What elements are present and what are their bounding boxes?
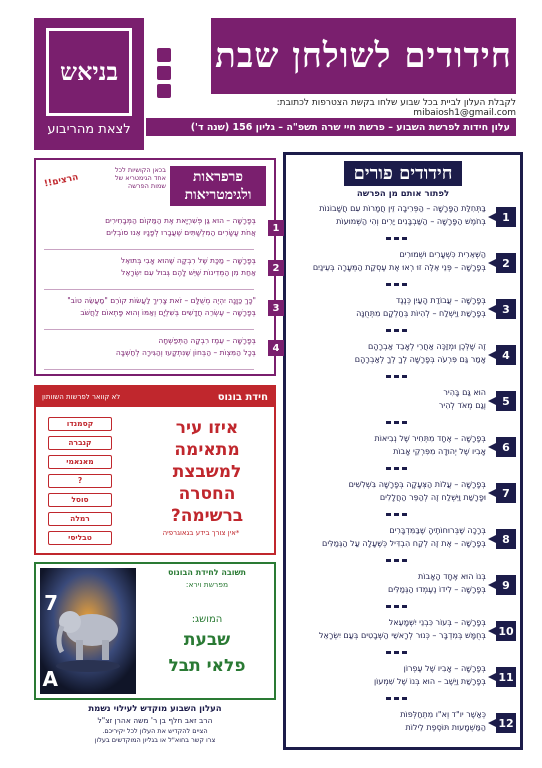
riddle-separator	[386, 421, 408, 424]
riddles-panel	[283, 152, 523, 750]
riddle-line-2: וּפָרָשַׁת וַיִּשְׁלַח זֶה לְהַפֵּר הַחֲלָלִים	[379, 493, 486, 502]
riddle-line-1: כְּאַשֶׁר יו"ד וְא"ו מִתְחַלְּפוֹת	[400, 710, 486, 719]
riddle-line-2: בְּפָרָשָׁה – אֶת זֶה לְקַח הִבְדִּיל כְּשֶׁעָלָה עַל הַגְּמַלִּים	[322, 539, 486, 548]
riddle-number: 10	[496, 621, 516, 641]
riddle-line-2: אָמַר גַּם פִּרְעֹה בְּפָרָשָׁה לְךָ לְךָ לְאַבְרָהָם	[354, 355, 486, 364]
paraflot-item	[40, 294, 280, 330]
paraflot-item	[40, 214, 280, 250]
riddle-line-2: בְּפָרָשַׁת וַיִּשְׁלַח – לְהִיוֹת בְּחַלְקָם מִתְּחֻנָּה	[356, 309, 486, 318]
bonus-question: איזו עיר מתאימה למשבצת החסרה ברשימה?	[170, 418, 244, 526]
logo	[34, 18, 144, 150]
riddle-number: 11	[496, 667, 516, 687]
riddle-separator	[386, 605, 408, 608]
dedication-line-3: הציים להקדיש את העלון לכל יקיריכם.	[102, 727, 208, 735]
riddle-item	[286, 705, 520, 745]
header	[34, 18, 516, 150]
riddle-item	[286, 613, 520, 653]
riddle-line-1: בְּפָרָשָׁה – אָבִיו שֶׁל עֶפְרוֹן	[403, 664, 486, 673]
paraflot-rule	[44, 369, 254, 370]
paraflot-number: 3	[268, 300, 284, 316]
paraflot-panel	[34, 158, 280, 376]
answer-title: תשובה לחידת הבונוס	[167, 568, 246, 577]
riddle-item	[286, 245, 520, 285]
paraflot-line-1: בְּפָרָשָׁה – מַכָּת שֶׁל רִבְקָה שֶׁהוּא אָבִי בְּתוּאֵל	[120, 256, 256, 265]
paraflot-title: פרפראות ולגימטריאות	[170, 166, 266, 206]
riddle-separator	[386, 375, 408, 378]
city-item: רמלה	[48, 512, 112, 526]
answer-image-digit: 7	[44, 591, 58, 615]
riddle-number: 1	[496, 207, 516, 227]
riddle-item	[286, 567, 520, 607]
riddle-separator	[386, 559, 408, 562]
bonus-note: לא קוואר לפרשות השוותון	[42, 393, 121, 401]
riddle-line-1: בְּפָרָשָׁה – אֶחָד מִתְּחִיר שֶׁל נְבִיאוֹת	[374, 434, 486, 443]
city-item: טבליסי	[48, 531, 112, 545]
riddle-separator	[386, 697, 408, 700]
riddles-title: חידודים פורים	[344, 161, 463, 186]
riddle-number: 8	[496, 529, 516, 549]
riddle-line-2: הַמַּשְׁמָעוּת תּוֹסֶפֶת לֵילוֹת	[405, 723, 486, 732]
paraflot-rule	[44, 329, 254, 330]
bonus-header	[36, 387, 274, 407]
dedication-line-4: צרו קשר בחוא"ל או בגליון המוקדשים בעלון	[94, 736, 216, 744]
riddle-number: 3	[496, 299, 516, 319]
riddle-line-1: הַשְּׁאֵרִית כִּשְׁעָרִים וּשְׁמוּרִים	[399, 250, 486, 259]
city-item: מאנאמי	[48, 455, 112, 469]
paraflot-item	[40, 334, 280, 370]
answer-label: המושג:	[191, 614, 223, 625]
riddle-line-2: בְּפָרָשַׁת וַיֵּשֶׁב – הוּא בְּנוֹ שֶׁל שִׁמְעוֹן	[373, 677, 486, 686]
paraflot-line-2: בְּפָרָשָׁה – עֶשְׂרֵה חֲדָשִׁים בְּשִׁלְיָם וְאַמּוֹ וְהוּא פָּתְאוֹם לַחֲשֹׁב	[80, 308, 256, 317]
riddle-line-1: בְּפָרָשָׁה – בְּעוֹר כִּבְנֵי יִשְׁמָעֵאל	[388, 618, 486, 627]
bonus-footnote: *אין צורך בידע בגאוגרפיה	[162, 529, 240, 537]
riddle-line-2: בְּפָרָשָׁה – לִידוֹ נֶעֶמְדוּ הַגְּמַלִּים	[388, 585, 486, 594]
riddle-item	[286, 291, 520, 331]
riddle-line-1: זֶה שֶׁלְּכֶן וּמְזַכֶּה אַחֲרֵי לְאָבֵד אַבְרָהָם	[368, 342, 486, 351]
paraflot-rule	[44, 289, 254, 290]
paraflot-line-1: "כָּךְ כַּוָּנָה יִהְיֶה מְשֻׁלָּם – זֹאת צָרִיךְ לַעֲשׂוֹת קוֹרֵם "מַעֲשֵׂה טוֹב"	[67, 296, 256, 305]
paraflot-line-1: בְּפָרָשָׁה – עֵמֶז רִבְקָה הַתְּפַשְׁחָה	[158, 336, 256, 345]
riddle-number: 12	[496, 713, 516, 733]
riddle-separator	[386, 283, 408, 286]
issue-bar: עלון חידות לפרשת השבוע – פרשת חיי שרה תשפ"ה – גליון 156 (שנה ד')	[146, 118, 516, 136]
riddle-line-1: בְּרָכָה שֶׁבְּרוּחוֹתֶיהָ שֶׁבַּמִּדְבָּרִים	[389, 526, 486, 535]
paraflot-rule	[44, 249, 254, 250]
answer-image-letter: A	[42, 667, 58, 691]
riddle-line-2: וְגַם מְאֹד לְהִיר	[438, 401, 486, 410]
paraflot-line-2: בְּכָל הַמִּצְוֹת – הַבְּחוֹן שֶׁנִּתְקָעוּ וְהַגִּירָה לְחַשְׁבָּה	[115, 348, 256, 357]
paraflot-line-2: אַחַת מִן הַמְּדִינוֹת שֶׁיֵּשׁ לָהֶם גְּבוּל עִם יִשְׂרָאֵל	[121, 268, 256, 277]
answer-panel	[34, 562, 276, 700]
riddle-item	[286, 659, 520, 699]
paraflot-label: הרצים!!	[43, 172, 80, 190]
riddle-item	[286, 475, 520, 515]
answer-by: מפרשת וירא:	[185, 580, 229, 589]
answer-word-2: פלאי תבל	[168, 656, 246, 676]
city-item: קנברה	[48, 436, 112, 450]
elephant-image	[40, 568, 136, 694]
paraflot-number: 2	[268, 260, 284, 276]
riddle-item	[286, 521, 520, 561]
riddle-line-1: בְּפָרָשָׁה – עֲבוֹדַת הָעַיִן כְּנֶגֶד	[395, 296, 486, 305]
paraflot-number: 4	[268, 340, 284, 356]
riddle-separator	[386, 651, 408, 654]
bonus-panel	[34, 385, 276, 555]
riddle-item	[286, 337, 520, 377]
riddle-line-1: בְּפָרָשָׁה – עֲלוֹת הַצְּעָקָה בְּפָרָשָׁה בִּשְׁלִשִׁים	[348, 480, 486, 489]
dedication-line-1: העלון השבוע מוקדש לעילוי נשמת	[88, 704, 222, 714]
answer-image	[40, 568, 136, 694]
riddle-item	[286, 429, 520, 469]
riddle-number: 2	[496, 253, 516, 273]
city-item: קסמנדו	[48, 417, 112, 431]
city-item: ?	[48, 474, 112, 488]
city-item: סוסל	[48, 493, 112, 507]
riddles-subtitle: לפתור אותם מן הפרשה	[356, 189, 450, 199]
paraflot-line-2: אֲחֹת עָשָׂרִים הַמִּלְשָׁתִּים שֶׁעֲבָרוּ לְפָנָיו אֵנוּ סוֹבְלִים	[106, 228, 256, 237]
riddle-line-2: בְּחֻמָּשׁ בְּמִדְבָּר – כְּנוּר לְרָאשֵׁי הַשְּׁבָטִים בְּעַם יִשְׂרָאֵל	[318, 631, 486, 640]
riddle-line-2: בְּחֹמֶשׁ הַפָּרָשָׁה – הַשַּׁבְבָּנִים יַרִים וְהִי הַשְּׁמוּעוֹת	[336, 217, 486, 226]
riddle-line-1: בַּתְּחִלַּת הַפָּרָשָׁה – הַפְּרִיבָה זֵין חֲמָרוֹת עִם חֲשָׁבוֹנוֹת	[319, 204, 486, 213]
riddle-number: 9	[496, 575, 516, 595]
paraflot-line-1: בְּפָרָשָׁה – הוּא גַּן פְּשִׁרְיָאת אֶת הַמַּקוֹם הַמְּבָחִירִים	[105, 216, 256, 225]
riddle-separator	[386, 467, 408, 470]
riddle-item	[286, 199, 520, 239]
riddle-separator	[386, 329, 408, 332]
logo-text: בניאש	[46, 28, 132, 116]
logo-mark-icon	[149, 48, 179, 118]
answer-word-1: שבעת	[183, 630, 231, 650]
logo-subtitle: לצאת מהריבוע	[47, 122, 131, 137]
paraflot-note: בכאן הקושיות לכל אחד הגימטריא של שמות הפרשה	[114, 166, 166, 190]
riddle-number: 6	[496, 437, 516, 457]
riddle-separator	[386, 237, 408, 240]
page-title: חידודים לשולחן שבת	[211, 18, 516, 94]
dedication	[34, 704, 276, 754]
riddle-number: 4	[496, 345, 516, 365]
riddle-separator	[386, 513, 408, 516]
paraflot-item	[40, 254, 280, 290]
bonus-title: חידת בונוס	[217, 391, 268, 403]
riddle-number: 5	[496, 391, 516, 411]
riddle-line-1: הוּא גַּם בָּהִיר	[443, 388, 486, 397]
paraflot-number: 1	[268, 220, 284, 236]
riddle-line-2: אָבִיו שֶׁל יְהוּדָה מִפִּרְקֵי אָבוֹת	[393, 447, 486, 456]
riddle-item	[286, 383, 520, 423]
riddle-number: 7	[496, 483, 516, 503]
dedication-line-2: הרב זאב חלף בן ר' משה אהרן זצ"ל	[97, 716, 213, 725]
contact-line: לקבלת העלון לביית בכל שבוע שלחו בקשת הצטרפות לכתובת: mibaiosh1@gmail.com	[276, 98, 516, 118]
riddle-line-1: בְּנוֹ הוּא אֶחָד הָאָבוֹת	[418, 572, 486, 581]
riddle-line-2: בְּפָרָשָׁה – פְּנֵי אֵלֶּה זוּ רְאוּ אֶת עֶסְקַת הַמְּעָרָה בְּעֵינַיִם	[312, 263, 486, 272]
